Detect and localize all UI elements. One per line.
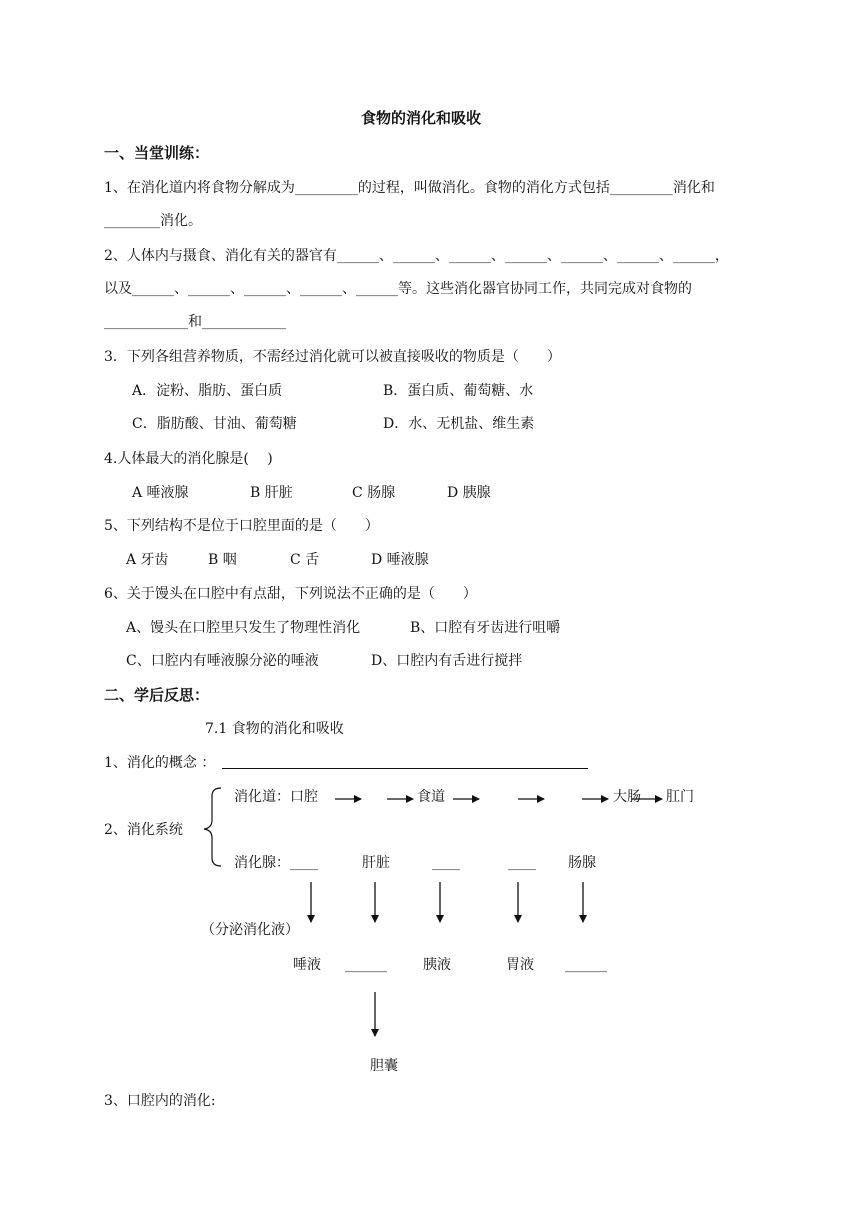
- concept-label: 1、消化的概念 ：: [104, 755, 216, 771]
- question-3-option-b: B．蛋白质、葡萄糖、水: [383, 383, 534, 399]
- gland-intestinal: 肠腺: [568, 855, 596, 871]
- juice-saliva: 唾液: [293, 957, 321, 973]
- gland-blank-3: ____: [508, 855, 536, 871]
- question-1-line-2: ________消化。: [104, 213, 202, 229]
- question-4-option-b: B 肝脏: [250, 485, 293, 501]
- question-4-option-d: D 胰腺: [447, 485, 491, 501]
- tract-anus: 肛门: [666, 789, 694, 805]
- secrete-label: （分泌消化液）: [201, 922, 299, 938]
- glands-label: 消化腺：____: [234, 855, 318, 871]
- question-2-line-3: ____________和____________: [104, 314, 286, 330]
- question-3-option-c: C．脂肪酸、甘油、葡萄糖: [132, 416, 297, 432]
- question-6-option-b: B、口腔有牙齿进行咀嚼: [410, 620, 561, 636]
- question-1-line-1: 1、在消化道内将食物分解成为_________的过程，叫做消化。食物的消化方式包括_________消化和: [104, 180, 715, 196]
- page-title: 食物的消化和吸收: [361, 109, 482, 127]
- juice-blank-2: ______: [565, 957, 607, 973]
- juice-blank-1: ______: [345, 957, 387, 973]
- reflection-subtitle: 7.1 食物的消化和吸收: [205, 721, 344, 737]
- question-5-option-b: B 咽: [208, 552, 237, 568]
- question-2-line-1: 2、人体内与摄食、消化有关的器官有______、______、______、______、______、______、______，: [104, 248, 729, 264]
- gallbladder-label: 胆囊: [370, 1058, 398, 1074]
- question-4-option-a: A 唾液腺: [132, 485, 189, 501]
- question-3-stem: 3．下列各组营养物质，不需经过消化就可以被直接吸收的物质是（ ）: [104, 349, 561, 365]
- question-4-stem: 4.人体最大的消化腺是( ): [104, 451, 273, 467]
- section-heading-reflection: 二、学后反思：: [104, 686, 210, 704]
- question-5-option-c: C 舌: [290, 552, 320, 568]
- question-4-option-c: C 肠腺: [352, 485, 396, 501]
- gland-liver: 肝脏: [362, 855, 390, 871]
- question-3-option-d: D．水、无机盐、维生素: [383, 416, 535, 432]
- question-2-line-2: 以及______、______、______、______、______等。这些消化器官协同工作，共同完成对食物的: [104, 281, 692, 297]
- tract-label: 消化道：口腔: [234, 789, 318, 805]
- question-6-option-d: D、口腔内有舌进行搅拌: [371, 653, 523, 669]
- brace-icon: [204, 788, 221, 866]
- section-heading-practice: 一、当堂训练：: [104, 144, 210, 162]
- question-3-option-a: A．淀粉、脂肪、蛋白质: [132, 383, 283, 399]
- juice-pancreatic: 胰液: [423, 957, 451, 973]
- question-6-option-c: C、口腔内有唾液腺分泌的唾液: [126, 653, 319, 669]
- oral-digestion-label: 3、口腔内的消化:: [104, 1093, 216, 1109]
- question-5-option-d: D 唾液腺: [371, 552, 429, 568]
- question-6-option-a: A、馒头在口腔里只发生了物理性消化: [126, 620, 361, 636]
- tract-large-intestine: 大肠: [613, 789, 641, 805]
- question-5-option-a: A 牙齿: [126, 552, 169, 568]
- question-5-stem: 5、下列结构不是位于口腔里面的是（ ）: [104, 518, 379, 534]
- juice-gastric: 胃液: [506, 957, 534, 973]
- gland-blank-2: ____: [432, 855, 460, 871]
- digestive-system-label: 2、消化系统: [104, 822, 183, 838]
- question-6-stem: 6、关于馒头在口腔中有点甜，下列说法不正确的是（ ）: [104, 586, 477, 602]
- tract-esophagus: 食道: [417, 789, 445, 805]
